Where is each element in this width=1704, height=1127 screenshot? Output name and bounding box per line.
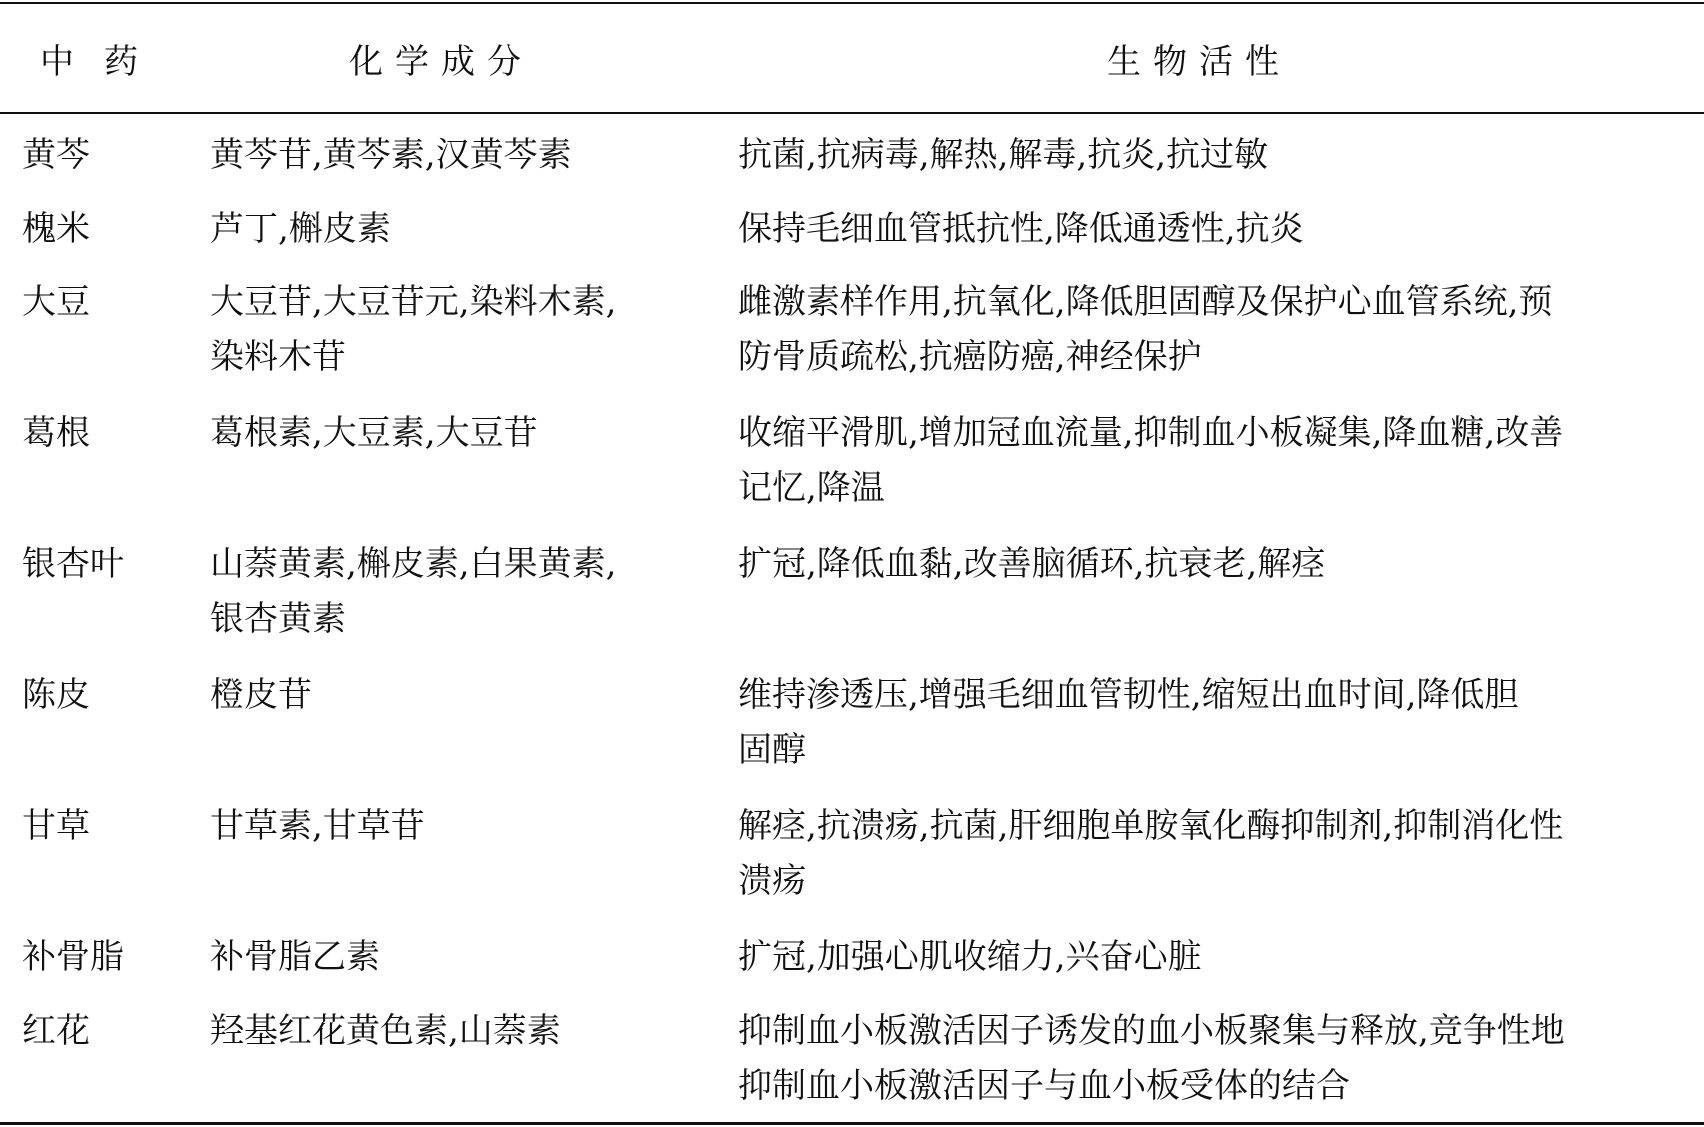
cell-herb: 葛根 <box>22 413 90 453</box>
cell-chem-line: 羟基红花黄色素,山萘素 <box>210 1011 561 1051</box>
cell-bio-line: 抗菌,抗病毒,解热,解毒,抗炎,抗过敏 <box>738 135 1269 175</box>
cell-chem <box>210 799 700 854</box>
cell-bio <box>738 202 1688 257</box>
cell-chem <box>210 275 700 385</box>
cell-bio-line: 解痉,抗溃疡,抗菌,肝细胞单胺氧化酶抑制剂,抑制消化性 <box>738 806 1564 846</box>
cell-bio-line: 收缩平滑肌,增加冠血流量,抑制血小板凝集,降血糖,改善 <box>738 413 1564 453</box>
cell-bio-line: 固醇 <box>738 730 806 770</box>
cell-herb: 甘草 <box>22 806 90 846</box>
cell-chem-line: 大豆苷,大豆苷元,染料木素, <box>210 282 617 322</box>
cell-chem-line: 银杏黄素 <box>210 599 346 639</box>
cell-bio <box>738 406 1688 516</box>
cell-chem <box>210 128 700 183</box>
cell-bio <box>738 537 1688 592</box>
cell-chem <box>210 930 700 985</box>
cell-herb: 补骨脂 <box>22 937 124 977</box>
table-header-rule <box>0 112 1704 114</box>
cell-herb: 银杏叶 <box>22 544 124 584</box>
cell-chem-line: 芦丁,槲皮素 <box>210 209 391 249</box>
cell-herb: 陈皮 <box>22 675 90 715</box>
cell-bio-line: 防骨质疏松,抗癌防癌,神经保护 <box>738 337 1202 377</box>
cell-chem <box>210 537 700 647</box>
cell-chem-line: 橙皮苷 <box>210 675 312 715</box>
cell-bio <box>738 668 1688 778</box>
cell-bio-line: 扩冠,降低血黏,改善脑循环,抗衰老,解痉 <box>738 544 1326 584</box>
cell-chem <box>210 1004 700 1059</box>
header-chemical-components: 化学成分 <box>349 42 533 82</box>
cell-chem-line: 葛根素,大豆素,大豆苷 <box>210 413 538 453</box>
header-herb: 中药 <box>40 42 168 82</box>
cell-chem <box>210 406 700 461</box>
cell-chem <box>210 668 700 723</box>
cell-bio-line: 扩冠,加强心肌收缩力,兴奋心脏 <box>738 937 1202 977</box>
cell-herb: 槐米 <box>22 209 90 249</box>
cell-bio <box>738 128 1688 183</box>
table-top-rule <box>0 2 1704 4</box>
cell-chem-line: 甘草素,甘草苷 <box>210 806 425 846</box>
cell-bio-line: 雌激素样作用,抗氧化,降低胆固醇及保护心血管系统,预 <box>738 282 1553 322</box>
cell-bio-line: 保持毛细血管抵抗性,降低通透性,抗炎 <box>738 209 1304 249</box>
cell-chem-line: 山萘黄素,槲皮素,白果黄素, <box>210 544 617 584</box>
cell-chem <box>210 202 700 257</box>
cell-chem-line: 黄芩苷,黄芩素,汉黄芩素 <box>210 135 572 175</box>
header-biological-activity: 生物活性 <box>1107 42 1291 82</box>
cell-bio-line: 抑制血小板激活因子与血小板受体的结合 <box>738 1066 1350 1106</box>
cell-bio-line: 维持渗透压,增强毛细血管韧性,缩短出血时间,降低胆 <box>738 675 1519 715</box>
cell-bio <box>738 275 1688 385</box>
cell-bio-line: 抑制血小板激活因子诱发的血小板聚集与释放,竞争性地 <box>738 1011 1565 1051</box>
cell-herb: 红花 <box>22 1011 90 1051</box>
cell-chem-line: 染料木苷 <box>210 337 346 377</box>
cell-bio <box>738 1004 1688 1114</box>
cell-bio <box>738 799 1688 909</box>
cell-chem-line: 补骨脂乙素 <box>210 937 380 977</box>
cell-bio <box>738 930 1688 985</box>
cell-bio-line: 溃疡 <box>738 861 806 901</box>
cell-herb: 大豆 <box>22 282 90 322</box>
cell-herb: 黄芩 <box>22 135 90 175</box>
table-bottom-rule <box>0 1122 1704 1125</box>
cell-bio-line: 记忆,降温 <box>738 468 885 508</box>
